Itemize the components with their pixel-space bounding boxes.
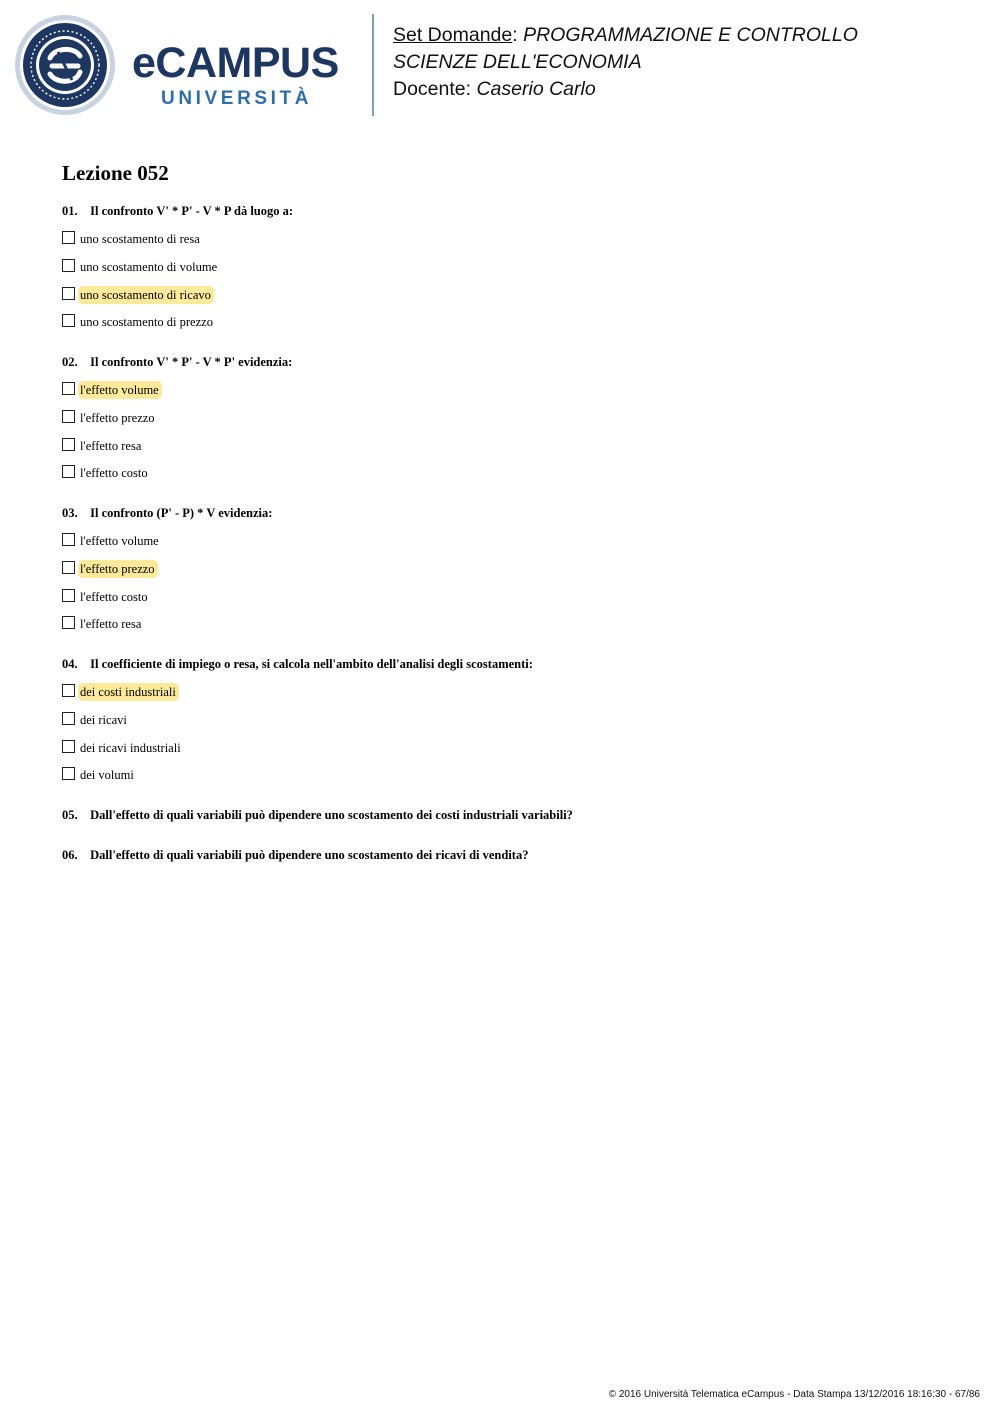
- course-name-1: PROGRAMMAZIONE E CONTROLLO: [523, 24, 858, 46]
- option-label: l'effetto costo: [80, 466, 148, 480]
- question-number: 03.: [62, 506, 78, 520]
- logo-sub-text: UNIVERSITÀ: [161, 88, 313, 109]
- question-04: [62, 656, 533, 672]
- question-text: Il coefficiente di impiego o resa, si calcola nell'ambito dell'analisi degli scostamenti:: [90, 657, 533, 671]
- checkbox[interactable]: [62, 465, 75, 478]
- question-02: [62, 354, 292, 370]
- checkbox[interactable]: [62, 287, 75, 300]
- set-label: Set Domande: [393, 24, 513, 46]
- question-number: 02.: [62, 355, 78, 369]
- logo-brand-text: eCAMPUS: [132, 39, 339, 87]
- question-03: [62, 505, 272, 521]
- question-text: Dall'effetto di quali variabili può dipendere uno scostamento dei ricavi di vendita?: [90, 848, 529, 862]
- option-label: dei volumi: [80, 768, 134, 782]
- option-label: l'effetto resa: [80, 617, 142, 631]
- option-label: uno scostamento di resa: [80, 232, 200, 246]
- ecampus-wordmark-logo: [132, 40, 358, 110]
- question-text: Il confronto V' * P' - V * P' evidenzia:: [90, 355, 293, 369]
- option-label: l'effetto volume: [80, 534, 159, 548]
- option-label: dei ricavi: [80, 713, 127, 727]
- checkbox[interactable]: [62, 561, 75, 574]
- checkbox[interactable]: [62, 231, 75, 244]
- question-text: Il confronto V' * P' - V * P dà luogo a:: [90, 204, 294, 218]
- set-separator: :: [512, 24, 524, 46]
- option-label: dei ricavi industriali: [80, 741, 181, 755]
- teacher-label: Docente:: [393, 78, 477, 100]
- question-number: 05.: [62, 808, 78, 822]
- question-number: 06.: [62, 848, 78, 862]
- checkbox[interactable]: [62, 259, 75, 272]
- option-label: uno scostamento di volume: [80, 260, 218, 274]
- option-label-highlighted: l'effetto prezzo: [78, 560, 158, 578]
- lesson-title: Lezione 052: [62, 161, 169, 185]
- ecampus-seal-logo: [14, 14, 116, 116]
- option-label-highlighted: dei costi industriali: [78, 683, 179, 701]
- course-name-2: SCIENZE DELL'ECONOMIA: [393, 51, 642, 73]
- question-05: [62, 807, 573, 823]
- checkbox[interactable]: [62, 533, 75, 546]
- checkbox[interactable]: [62, 767, 75, 780]
- checkbox[interactable]: [62, 589, 75, 602]
- option-label: uno scostamento di prezzo: [80, 315, 213, 329]
- checkbox[interactable]: [62, 410, 75, 423]
- option-label-highlighted: uno scostamento di ricavo: [78, 286, 214, 304]
- checkbox[interactable]: [62, 684, 75, 697]
- header-info: [393, 22, 858, 103]
- question-number: 01.: [62, 204, 78, 218]
- page-header: [0, 0, 1000, 130]
- page-footer: © 2016 Università Telematica eCampus - Data Stampa 13/12/2016 18:16:30 - 67/86: [608, 1389, 980, 1400]
- option-label: l'effetto costo: [80, 590, 148, 604]
- checkbox[interactable]: [62, 314, 75, 327]
- checkbox[interactable]: [62, 438, 75, 451]
- header-divider: [372, 14, 374, 116]
- question-text: Il confronto (P' - P) * V evidenzia:: [90, 506, 273, 520]
- checkbox[interactable]: [62, 616, 75, 629]
- teacher-name: Caserio Carlo: [476, 78, 596, 100]
- option-label-highlighted: l'effetto volume: [78, 381, 162, 399]
- question-text: Dall'effetto di quali variabili può dipendere uno scostamento dei costi industriali variabili?: [90, 808, 573, 822]
- question-01: [62, 203, 293, 219]
- question-number: 04.: [62, 657, 78, 671]
- checkbox[interactable]: [62, 382, 75, 395]
- header-teacher-line: [393, 76, 858, 103]
- checkbox[interactable]: [62, 712, 75, 725]
- option-label: l'effetto resa: [80, 439, 142, 453]
- checkbox[interactable]: [62, 740, 75, 753]
- question-06: [62, 847, 528, 863]
- header-course-line-1: [393, 22, 858, 49]
- option-label: l'effetto prezzo: [80, 411, 155, 425]
